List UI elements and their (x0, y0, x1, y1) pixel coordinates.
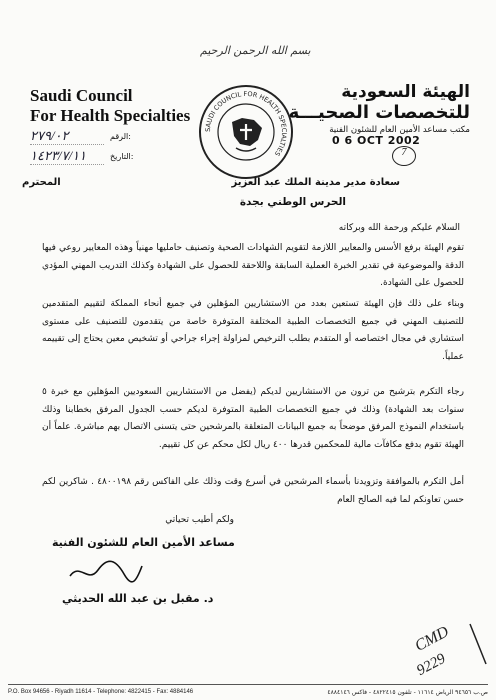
org-name-en-line2: For Health Specialties (30, 106, 191, 125)
handwritten-note-icon (400, 604, 490, 684)
footer-english: P.O. Box 94656 - Riyadh 11614 - Telephone: 4822415 - Fax: 4884146 (8, 689, 194, 695)
recipient: سعادة مدير مدينة الملك عبد العزيز (231, 177, 400, 188)
office-name: مكتب مساعد الأمين العام للشئون الفنية (329, 125, 470, 135)
org-name-ar-line2: للتخصصات الصحيـــة (288, 102, 470, 123)
reference-label: الرقم: (110, 132, 131, 141)
basmala: بسم الله الرحمن الرحيم (200, 44, 311, 57)
stamp-number: 7 (392, 146, 416, 166)
recipient-organization: الحرس الوطني بجدة (239, 196, 346, 208)
hijri-date: ١٤٢٣/٧/١١ (30, 148, 104, 165)
org-name-en-line1: Saudi Council (30, 86, 133, 105)
greeting: السلام عليكم ورحمة الله وبركاته (338, 223, 460, 233)
signature-scribble-icon (66, 556, 146, 586)
honorific: المحترم (22, 177, 61, 188)
reference-number-row (30, 128, 131, 145)
handnote-line2: 9229 (414, 650, 449, 680)
date-row (30, 148, 134, 165)
letter-footer (8, 684, 488, 699)
signer-title: مساعد الأمين العام للشئون الفنية (52, 536, 235, 549)
reference-number: ٢٧٩/٠٢ (30, 128, 104, 145)
logo-ring-text: SAUDI COUNCIL FOR HEALTH SPECIALTIES (203, 89, 289, 158)
paragraph-4: أمل التكرم بالموافقة وتزويدنا بأسماء المرشحين في أسرع وقت وذلك على الفاكس رقم ٤٨٠٠١٩٨ . شاكرين لكم حسن تعاونكم لما فيه الصالح العام (42, 477, 464, 505)
signer-name: د. مقبل بن عبد الله الحديثي (62, 592, 214, 605)
org-name-arabic (289, 82, 470, 135)
org-name-ar-line1: الهيئة السعودية (341, 82, 470, 102)
date-label: التاريخ: (110, 152, 134, 161)
paragraph-1: تقوم الهيئة برفع الأسس والمعايير اللازمة لتقويم الشهادات الصحية وتصنيف حامليها مهنياً وهذه المعايير روعي فيها الدقة والموضوعية في تقدير الخبرة العملية السابقة واللاحقة للحصول على الشهادة وكذلك التدريب المهني المؤدي للحصول على الشهادة. (42, 243, 464, 288)
council-logo-icon (196, 82, 296, 182)
closing: ولكم أطيب تحياتي (165, 515, 234, 525)
footer-arabic: ص.ب ٩٤٦٥٦ الرياض ١١٦١٤ - تلفون ٤٨٢٢٤١٥ - فاكس ٤٨٨٤١٤٦ (327, 688, 488, 696)
handnote-line1: CMD (412, 623, 452, 655)
paragraph-2: وبناء على ذلك فإن الهيئة تستعين بعدد من الاستشاريين المؤهلين في جميع أنحاء المملكة لتقييم المتقدمين للتصنيف المهني في جميع التخصصات الطبية المختلفة المتوفرة خاصة من يتقدمون للتصنيف على مستوى استشاري في مجال اختصاصه أو المتقدم بطلب الترخيص لمزاولة إجراء جراحي أو تشخيص معين يحتاج إلى تقييمه عملياً. (42, 299, 464, 362)
paragraph-3: رجاء التكرم بترشيح من ترون من الاستشاريين لديكم (يفضل من الاستشاريين السعوديين المؤهلين مع خبرة ٥ سنوات بعد الشهادة) وذلك في جميع التخصصات الطبية المتوفرة لديكم حسب الجدول المرفق بخطابنا وذلك باستخدام النموذج المرفق موضحاً به جميع البيانات المتعلقة بالمرشحين حتى يتسنى الاتصال بهم مباشرة. علماً أن الهيئة تقوم بدفع مكافآت مالية للمحكمين قدرها ٤٠٠ ريال لكل محكم عن كل تقييم. (42, 387, 464, 450)
received-date-stamp: 0 6 OCT 2002 (332, 134, 421, 147)
org-name-english (30, 86, 190, 126)
